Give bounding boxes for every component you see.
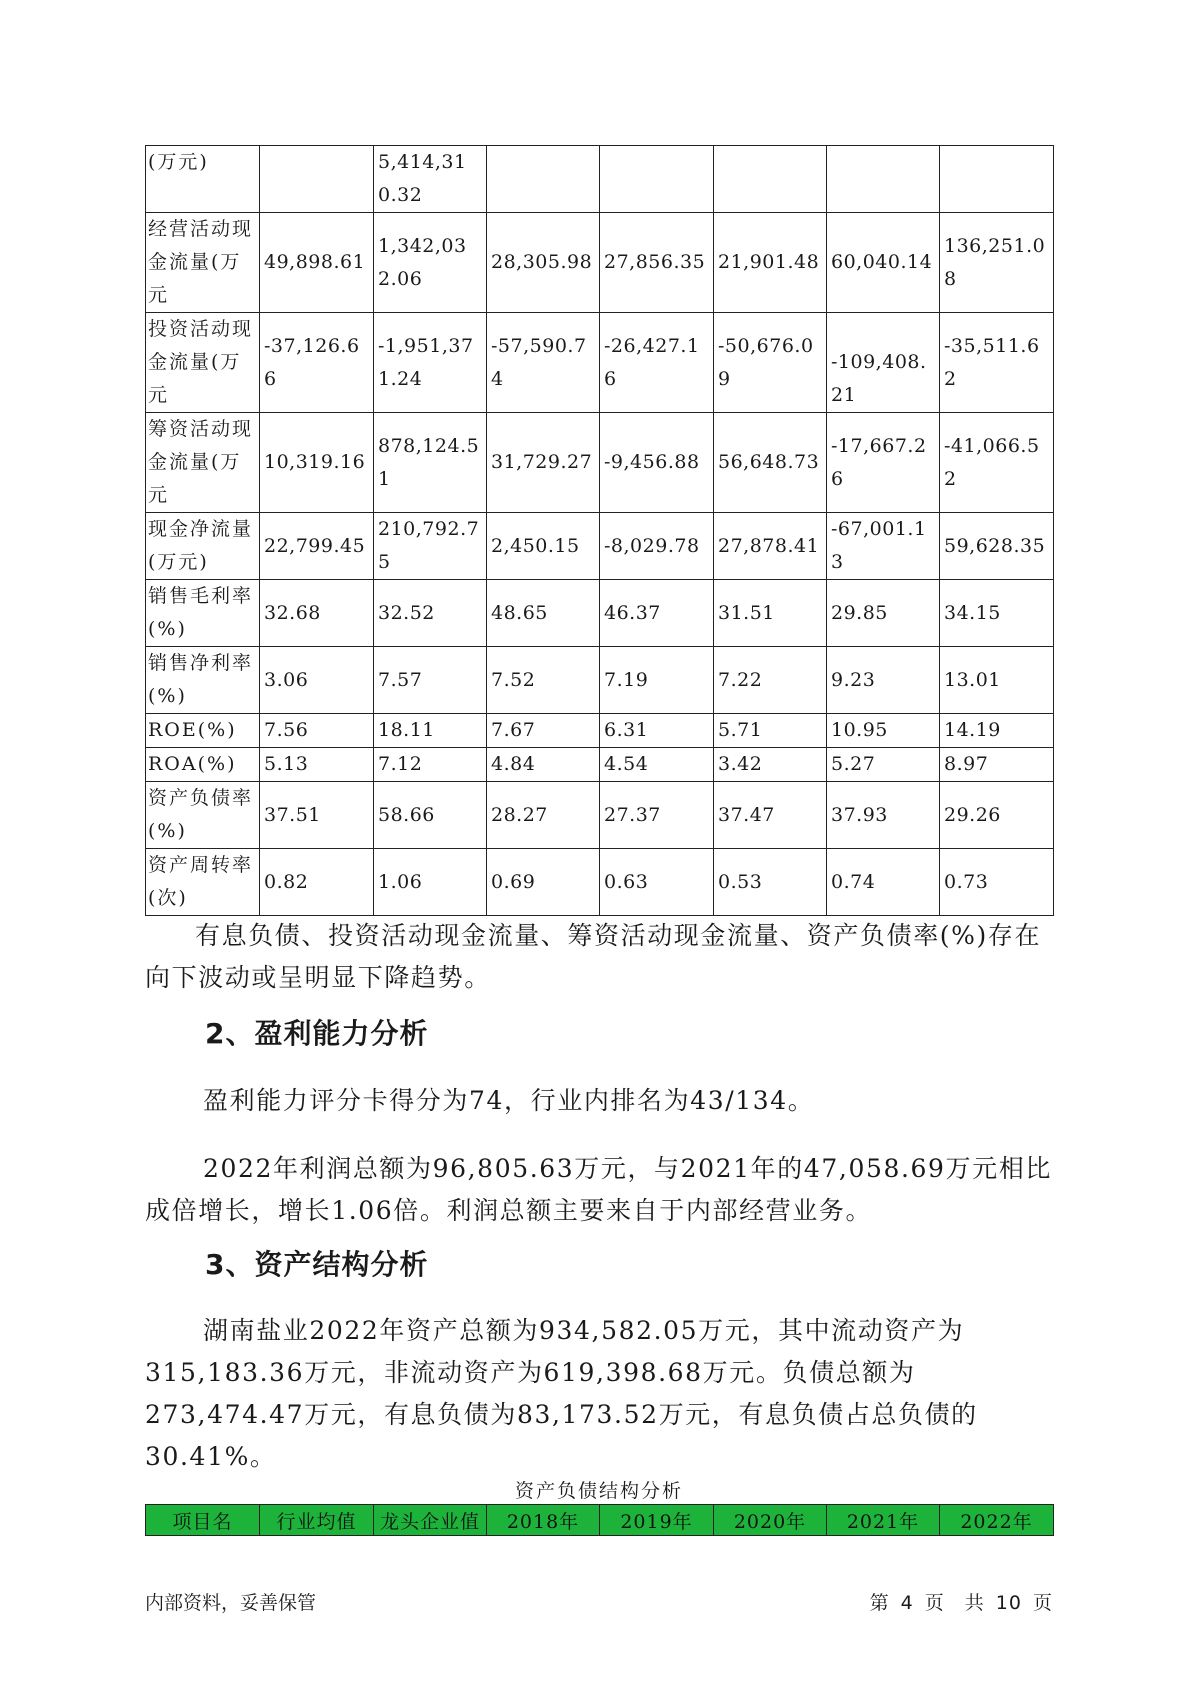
table-cell: 878,124.51 [374, 413, 487, 513]
table-cell: 29.26 [940, 782, 1054, 849]
table-cell: 5.71 [714, 714, 827, 748]
row-label: 投资活动现金流量(万元 [146, 313, 260, 413]
row-label: 销售净利率(%) [146, 647, 260, 714]
table-cell: 10,319.16 [260, 413, 374, 513]
row-label: 经营活动现金流量(万元 [146, 213, 260, 313]
table-cell: 3.42 [714, 748, 827, 782]
table-cell: 8.97 [940, 748, 1054, 782]
table-cell: 48.65 [487, 580, 600, 647]
table-cell [940, 146, 1054, 213]
table-cell: 4.54 [600, 748, 714, 782]
row-label: 资产负债率(%) [146, 782, 260, 849]
table-cell [714, 146, 827, 213]
table-row [146, 714, 1054, 748]
table-cell: 0.82 [260, 849, 374, 916]
table-cell: 0.69 [487, 849, 600, 916]
table-cell: 34.15 [940, 580, 1054, 647]
table-cell: 210,792.75 [374, 513, 487, 580]
table-row [146, 413, 1054, 513]
table-cell: 3.06 [260, 647, 374, 714]
table-cell: 32.68 [260, 580, 374, 647]
financial-indicators-table [145, 145, 1054, 916]
table-cell: 37.51 [260, 782, 374, 849]
table-cell: 37.47 [714, 782, 827, 849]
table-row [146, 213, 1054, 313]
table-cell: 27,856.35 [600, 213, 714, 313]
header-2020: 2020年 [714, 1505, 827, 1536]
table-cell: 14.19 [940, 714, 1054, 748]
table-cell: 0.53 [714, 849, 827, 916]
header-2019: 2019年 [600, 1505, 714, 1536]
table-cell: -57,590.74 [487, 313, 600, 413]
table-cell: 37.93 [827, 782, 940, 849]
table-cell: 5,414,310.32 [374, 146, 487, 213]
table-row [146, 313, 1054, 413]
row-label: 筹资活动现金流量(万元 [146, 413, 260, 513]
heading-asset-structure: 3、资产结构分析 [205, 1248, 429, 1281]
table-cell: 7.12 [374, 748, 487, 782]
table-cell: -41,066.52 [940, 413, 1054, 513]
paragraph-asset-summary: 湖南盐业2022年资产总额为934,582.05万元，其中流动资产为315,183.36万元，非流动资产为619,398.68万元。负债总额为273,474.47万元，有息负债为83,173.52万元，有息负债占总负债的30.41%。 [145, 1316, 978, 1471]
heading-profitability: 2、盈利能力分析 [205, 1017, 429, 1050]
header-2022: 2022年 [940, 1505, 1054, 1536]
table-cell: 0.73 [940, 849, 1054, 916]
table-cell: -8,029.78 [600, 513, 714, 580]
table-cell: -67,001.13 [827, 513, 940, 580]
table-cell: -26,427.16 [600, 313, 714, 413]
row-label: ROA(%) [146, 748, 260, 782]
table-row [146, 580, 1054, 647]
table-cell: 136,251.08 [940, 213, 1054, 313]
row-label: 资产周转率(次) [146, 849, 260, 916]
table-cell: 0.63 [600, 849, 714, 916]
table-cell [827, 146, 940, 213]
table-cell: -50,676.09 [714, 313, 827, 413]
table-cell: -35,511.62 [940, 313, 1054, 413]
table-cell: -1,951,371.24 [374, 313, 487, 413]
row-label: 现金净流量(万元) [146, 513, 260, 580]
table-cell: 4.84 [487, 748, 600, 782]
table-caption: 资产负债结构分析 [514, 1480, 683, 1502]
table-cell: 27,878.41 [714, 513, 827, 580]
asset-liability-structure-table [145, 1504, 1054, 1536]
table-row [146, 849, 1054, 916]
row-label: 销售毛利率(%) [146, 580, 260, 647]
table-cell: 9.23 [827, 647, 940, 714]
table-cell: 13.01 [940, 647, 1054, 714]
table-cell: 5.27 [827, 748, 940, 782]
table-cell: -9,456.88 [600, 413, 714, 513]
table-cell: -37,126.66 [260, 313, 374, 413]
table-cell: 7.19 [600, 647, 714, 714]
table-cell: 6.31 [600, 714, 714, 748]
row-label: ROE(%) [146, 714, 260, 748]
table-row [146, 748, 1054, 782]
table-cell: -17,667.26 [827, 413, 940, 513]
table-cell: 22,799.45 [260, 513, 374, 580]
table-cell: 7.56 [260, 714, 374, 748]
table-cell: 2,450.15 [487, 513, 600, 580]
table-cell: 10.95 [827, 714, 940, 748]
table-cell [260, 146, 374, 213]
table-cell [600, 146, 714, 213]
header-leader-value: 龙头企业值 [374, 1505, 487, 1536]
table-cell: 31.51 [714, 580, 827, 647]
header-item-name: 项目名 [146, 1505, 260, 1536]
table-cell: -109,408.21 [827, 313, 940, 413]
table-cell: 29.85 [827, 580, 940, 647]
table-cell: 0.74 [827, 849, 940, 916]
table-cell: 46.37 [600, 580, 714, 647]
table-cell: 1,342,032.06 [374, 213, 487, 313]
table-cell: 1.06 [374, 849, 487, 916]
table-cell: 27.37 [600, 782, 714, 849]
paragraph-profit-total: 2022年利润总额为96,805.63万元，与2021年的47,058.69万元相比成倍增长，增长1.06倍。利润总额主要来自于内部经营业务。 [145, 1154, 1052, 1225]
paragraph-trend: 有息负债、投资活动现金流量、筹资活动现金流量、资产负债率(%)存在向下波动或呈明显下降趋势。 [145, 921, 1042, 992]
table-row [146, 513, 1054, 580]
table-cell: 7.57 [374, 647, 487, 714]
table-header-row [146, 1505, 1054, 1536]
table-row [146, 782, 1054, 849]
table-cell: 31,729.27 [487, 413, 600, 513]
table-cell: 58.66 [374, 782, 487, 849]
table-cell: 7.67 [487, 714, 600, 748]
header-2018: 2018年 [487, 1505, 600, 1536]
table-cell: 7.52 [487, 647, 600, 714]
footer-confidential-note: 内部资料，妥善保管 [145, 1592, 317, 1614]
table-cell: 28,305.98 [487, 213, 600, 313]
table-cell: 28.27 [487, 782, 600, 849]
footer-page-number: 第 4 页 共 10 页 [869, 1592, 1053, 1614]
table-cell: 59,628.35 [940, 513, 1054, 580]
table-cell: 18.11 [374, 714, 487, 748]
table-cell: 60,040.14 [827, 213, 940, 313]
table-cell [487, 146, 600, 213]
table-row [146, 647, 1054, 714]
row-label: (万元) [146, 146, 260, 213]
table-cell: 49,898.61 [260, 213, 374, 313]
paragraph-profit-score: 盈利能力评分卡得分为74，行业内排名为43/134。 [203, 1086, 815, 1115]
table-cell: 5.13 [260, 748, 374, 782]
table-row [146, 146, 1054, 213]
header-2021: 2021年 [827, 1505, 940, 1536]
header-industry-average: 行业均值 [260, 1505, 374, 1536]
table-cell: 32.52 [374, 580, 487, 647]
table-cell: 56,648.73 [714, 413, 827, 513]
table-cell: 21,901.48 [714, 213, 827, 313]
table-cell: 7.22 [714, 647, 827, 714]
